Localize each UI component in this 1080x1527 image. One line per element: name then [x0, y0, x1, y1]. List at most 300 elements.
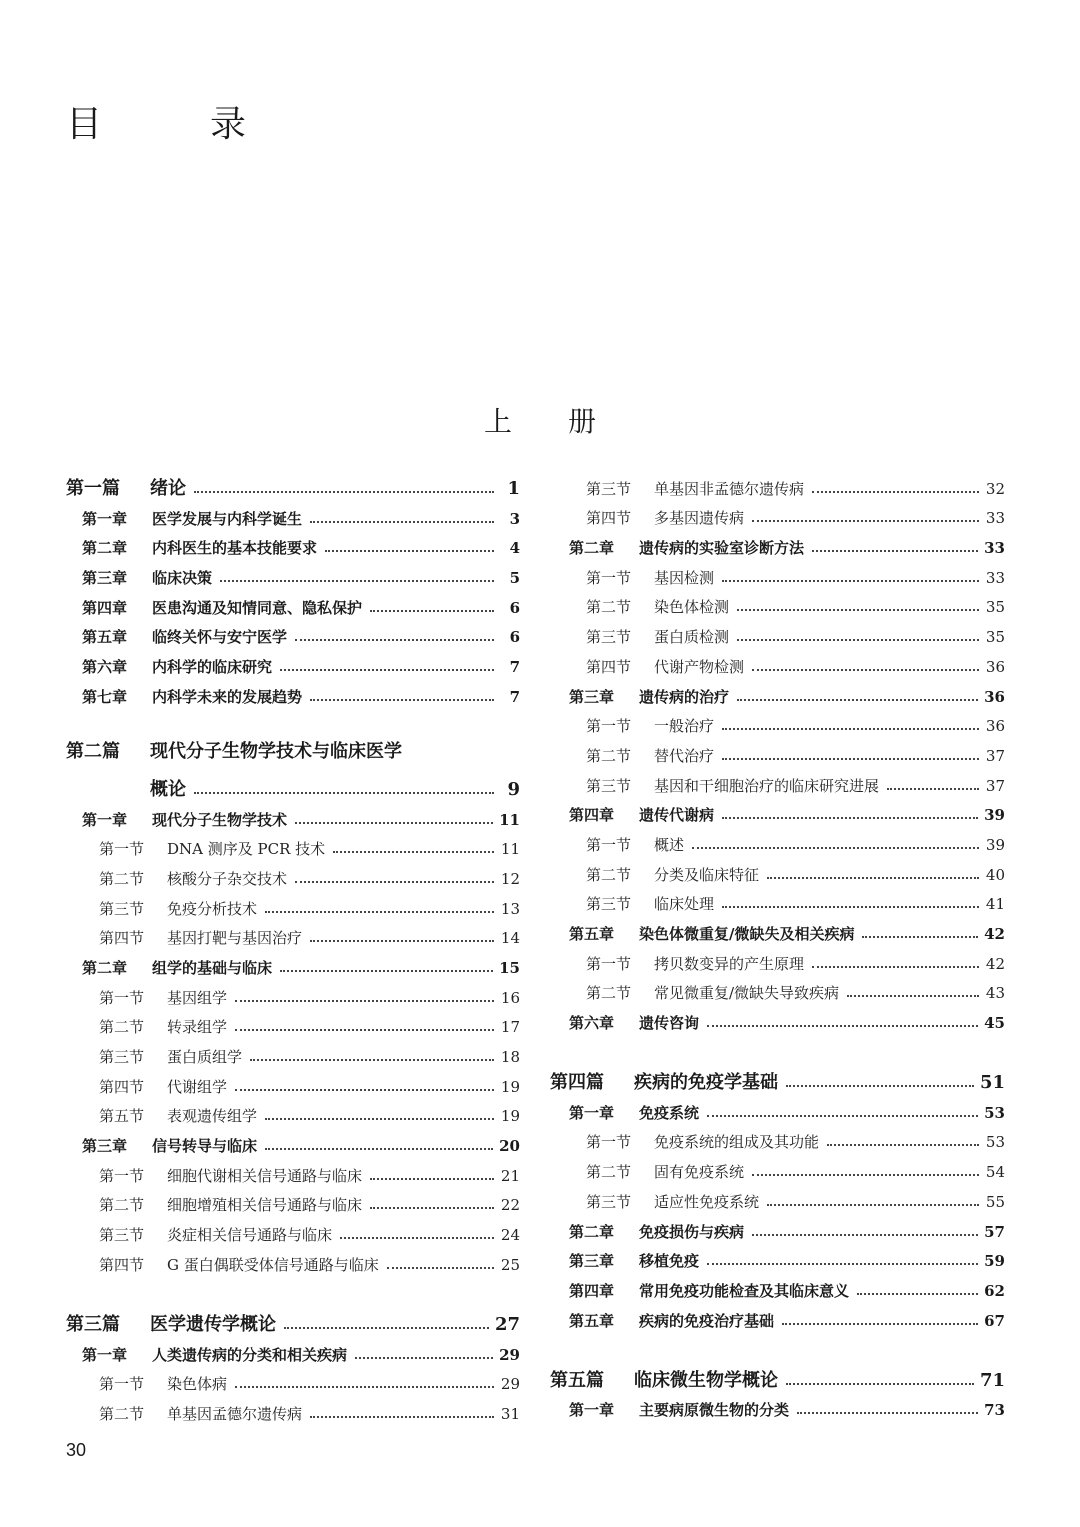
toc-entry-chapter[interactable] [66, 556, 520, 586]
toc-page-number: 22 [500, 1196, 520, 1215]
toc-label: 第三节 [586, 895, 632, 914]
toc-leader-dots [722, 906, 979, 908]
toc-label: 第二节 [99, 1404, 145, 1423]
toc-leader-dots [752, 520, 979, 522]
toc-title: 染色体病 [167, 1375, 228, 1394]
toc-label: 第三节 [586, 1192, 632, 1211]
toc-title: 免疫分析技术 [167, 899, 258, 918]
toc-label: 第三节 [586, 479, 632, 498]
toc-title: 临床处理 [654, 895, 715, 914]
toc-page-number: 11 [499, 810, 520, 829]
toc-leader-dots [707, 1115, 978, 1117]
toc-title: 核酸分子杂交技术 [167, 869, 288, 888]
toc-label: 第二篇 [66, 740, 120, 762]
toc-entry-section[interactable] [550, 586, 1005, 616]
toc-page-number: 40 [985, 865, 1005, 884]
toc-leader-dots [786, 1085, 974, 1087]
toc-entry-section[interactable] [66, 917, 520, 947]
toc-label: 第二节 [99, 1018, 145, 1037]
toc-leader-dots [310, 940, 494, 942]
toc-page-number: 36 [984, 687, 1005, 706]
toc-title: 遗传病的治疗 [639, 687, 730, 706]
toc-title: 临床决策 [152, 569, 213, 588]
toc-page-number: 51 [979, 1072, 1005, 1094]
toc-entry-chapter[interactable] [66, 645, 520, 675]
toc-block [66, 467, 520, 705]
toc-page-number: 71 [979, 1369, 1005, 1391]
toc-entry-section[interactable] [550, 853, 1005, 883]
toc-leader-dots [235, 1000, 494, 1002]
toc-entry-section[interactable] [66, 1392, 520, 1422]
toc-page-number: 15 [499, 958, 520, 977]
toc-page-number: 24 [500, 1226, 520, 1245]
toc-leader-dots [265, 1118, 494, 1120]
toc-entry-section[interactable] [66, 1095, 520, 1125]
toc-page-number: 17 [500, 1018, 520, 1037]
toc-leader-dots [767, 1204, 979, 1206]
toc-entry-chapter[interactable] [66, 675, 520, 705]
toc-leader-dots [333, 851, 494, 853]
toc-title: 代谢产物检测 [654, 657, 745, 676]
toc-title: 信号转导与临床 [152, 1137, 258, 1156]
toc-page-number: 12 [500, 869, 520, 888]
toc-entry-section[interactable] [550, 1150, 1005, 1180]
toc-entry-section[interactable] [550, 497, 1005, 527]
toc-page-number: 55 [985, 1192, 1005, 1211]
toc-leader-dots [235, 1029, 494, 1031]
toc-part-two[interactable] [66, 735, 520, 798]
toc-leader-dots [265, 1148, 493, 1150]
toc-title: 移植免疫 [639, 1252, 700, 1271]
toc-leader-dots [340, 1237, 494, 1239]
toc-label: 第二章 [569, 1222, 615, 1241]
toc-title: 细胞增殖相关信号通路与临床 [167, 1196, 363, 1215]
toc-entry-section[interactable] [550, 1180, 1005, 1210]
toc-page-number: 3 [509, 509, 520, 528]
toc-title: 适应性免疫系统 [654, 1192, 760, 1211]
toc-entry-chapter[interactable] [66, 497, 520, 527]
toc-page-number: 20 [499, 1137, 520, 1156]
toc-entry-chapter[interactable] [550, 675, 1005, 705]
toc-entry-part[interactable] [550, 1359, 1005, 1389]
toc-leader-dots [370, 1178, 494, 1180]
toc-leader-dots [265, 911, 494, 913]
toc-title: 拷贝数变异的产生原理 [654, 954, 805, 973]
toc-page-number: 59 [984, 1252, 1005, 1271]
toc-leader-dots [355, 1357, 493, 1359]
toc-title: 医学遗传学概论 [150, 1313, 276, 1335]
toc-leader-dots [737, 609, 979, 611]
toc-label: 第二节 [586, 598, 632, 617]
toc-page-number: 57 [984, 1222, 1005, 1241]
toc-title: 转录组学 [167, 1018, 228, 1037]
toc-label: 第三节 [586, 776, 632, 795]
toc-leader-dots [235, 1089, 494, 1091]
toc-leader-dots [194, 491, 494, 493]
toc-entry-section[interactable] [550, 942, 1005, 972]
toc-label: 第四章 [82, 598, 128, 617]
toc-label: 第一章 [82, 509, 128, 528]
toc-title: 疾病的免疫学基础 [634, 1072, 778, 1094]
toc-label: 第四节 [99, 929, 145, 948]
toc-leader-dots [250, 1059, 494, 1061]
toc-leader-dots [722, 728, 979, 730]
toc-title: 代谢组学 [167, 1077, 228, 1096]
toc-page-number: 11 [500, 840, 520, 859]
toc-title: 固有免疫系统 [654, 1163, 745, 1182]
toc-page-number: 6 [509, 628, 520, 647]
toc-entry-section[interactable] [550, 823, 1005, 853]
toc-gap [550, 1329, 1005, 1359]
toc-title: 免疫系统 [639, 1103, 700, 1122]
toc-label: 第一节 [586, 835, 632, 854]
toc-leader-dots [310, 699, 494, 701]
volume-title: 上 册 [483, 405, 596, 438]
toc-title: 细胞代谢相关信号通路与临床 [167, 1166, 363, 1185]
toc-label: 第三节 [99, 899, 145, 918]
toc-entry-chapter[interactable] [66, 586, 520, 616]
toc-block [550, 1061, 1005, 1329]
toc-page-number: 18 [500, 1048, 520, 1066]
toc-title: 炎症相关信号通路与临床 [167, 1226, 333, 1245]
toc-title: 遗传病的实验室诊断方法 [639, 539, 805, 558]
toc-leader-dots [310, 521, 494, 523]
toc-leader-dots [722, 817, 978, 819]
toc-leader-dots [220, 580, 494, 582]
toc-entry-chapter[interactable] [550, 1269, 1005, 1299]
toc-leader-dots [235, 1386, 494, 1388]
toc-entry-section[interactable] [550, 556, 1005, 586]
toc-title: 表观遗传组学 [167, 1107, 258, 1126]
toc-label: 第四篇 [550, 1072, 604, 1094]
toc-title: 基因和干细胞治疗的临床研究进展 [654, 776, 880, 795]
toc-title: 绪论 [150, 478, 186, 499]
toc-title: 医患沟通及知情同意、隐私保护 [152, 598, 363, 617]
toc-page-number: 16 [500, 988, 520, 1007]
toc-title: 蛋白质组学 [167, 1048, 243, 1066]
toc-leader-dots [767, 877, 979, 879]
toc-page-number: 4 [509, 539, 520, 558]
toc-label: 第一节 [99, 988, 145, 1007]
toc-title: 临终关怀与安宁医学 [152, 628, 288, 647]
toc-entry-section[interactable] [66, 857, 520, 887]
toc-leader-dots [797, 1412, 978, 1414]
toc-page-number: 39 [984, 806, 1005, 825]
toc-title: 医学发展与内科学诞生 [152, 509, 303, 528]
toc-label: 第三章 [82, 1137, 128, 1156]
toc-entry-section[interactable] [550, 467, 1005, 497]
toc-title: 现代分子生物学技术 [152, 810, 288, 829]
toc-entry-section[interactable] [66, 1154, 520, 1184]
toc-entry-section[interactable] [66, 976, 520, 1006]
toc-title: 人类遗传病的分类和相关疾病 [152, 1345, 348, 1364]
toc-entry-chapter[interactable] [66, 798, 520, 828]
toc-label: 第六章 [82, 658, 128, 677]
toc-label: 第二节 [99, 869, 145, 888]
toc-entry-section[interactable] [66, 887, 520, 917]
toc-title: G 蛋白偶联受体信号通路与临床 [167, 1255, 379, 1274]
toc-page-number: 54 [985, 1163, 1005, 1182]
toc-page-number: 29 [500, 1375, 520, 1394]
toc-page-number: 31 [500, 1404, 520, 1423]
toc-leader-dots [862, 936, 978, 938]
toc-title: 基因打靶与基因治疗 [167, 929, 303, 948]
toc-label: 第二节 [586, 1163, 632, 1182]
toc-entry-chapter[interactable] [66, 946, 520, 976]
toc-gap [66, 1273, 520, 1303]
toc-leader-dots [295, 822, 493, 824]
toc-label: 第四章 [569, 806, 615, 825]
toc-leader-dots [295, 881, 494, 883]
toc-leader-dots [812, 491, 979, 493]
toc-label: 第一节 [586, 717, 632, 736]
toc-title: 单基因孟德尔遗传病 [167, 1404, 303, 1423]
toc-entry-part[interactable] [66, 1303, 520, 1333]
toc-label: 第一节 [99, 1375, 145, 1394]
toc-page-number: 62 [984, 1281, 1005, 1300]
toc-page-number: 53 [985, 1133, 1005, 1152]
toc-page-number: 42 [985, 954, 1005, 973]
toc-page-number: 33 [985, 568, 1005, 587]
toc-label: 第一节 [99, 840, 145, 859]
toc-label: 第六章 [569, 1014, 615, 1033]
toc-block [66, 1303, 520, 1422]
toc-page-number: 33 [984, 539, 1005, 558]
toc-entry-part[interactable] [550, 1061, 1005, 1094]
toc-entry-chapter[interactable] [550, 1210, 1005, 1240]
toc-entry-section[interactable] [66, 1065, 520, 1095]
toc-entry-section[interactable] [66, 1363, 520, 1393]
toc-entry-chapter[interactable] [550, 1240, 1005, 1270]
toc-leader-dots [370, 610, 494, 612]
toc-label: 第三章 [82, 569, 128, 588]
toc-leader-dots [737, 639, 979, 641]
toc-title: 替代治疗 [654, 746, 715, 765]
toc-entry-chapter[interactable] [550, 1001, 1005, 1031]
toc-entry-part[interactable] [66, 467, 520, 497]
toc-entry-chapter[interactable] [550, 794, 1005, 824]
toc-leader-dots [707, 1025, 978, 1027]
toc-leader-dots [194, 792, 494, 794]
toc-leader-dots [827, 1144, 979, 1146]
toc-leader-dots [752, 1174, 979, 1176]
toc-label: 第二节 [586, 746, 632, 765]
toc-title: 内科学的临床研究 [152, 658, 273, 677]
page-number: 30 [66, 1440, 87, 1460]
toc-page-number: 41 [985, 895, 1005, 914]
toc-page-number: 33 [985, 509, 1005, 528]
toc-label: 第二节 [586, 865, 632, 884]
toc-page-number: 27 [494, 1313, 520, 1335]
toc-label: 第三章 [569, 1252, 615, 1271]
toc-leader-dots [280, 669, 494, 671]
toc-page-number: 36 [985, 657, 1005, 676]
toc-leader-dots [692, 847, 979, 849]
toc-entry-section[interactable] [550, 705, 1005, 735]
toc-entry-section[interactable] [66, 1213, 520, 1243]
toc-label: 第四节 [586, 509, 632, 528]
toc-label: 第五章 [569, 925, 615, 943]
toc-title: DNA 测序及 PCR 技术 [167, 840, 326, 859]
toc-label: 第三章 [569, 687, 615, 706]
toc-label: 第五节 [99, 1107, 145, 1126]
toc-title: 单基因非孟德尔遗传病 [654, 479, 805, 498]
toc-entry-chapter[interactable] [66, 527, 520, 557]
toc-page-number: 25 [500, 1255, 520, 1274]
toc-leader-dots [370, 1207, 494, 1209]
toc-label: 第二章 [82, 539, 128, 558]
toc-leader-dots [325, 550, 494, 552]
toc-leader-dots [782, 1323, 978, 1325]
toc-leader-dots [752, 669, 979, 671]
toc-entry-section[interactable] [66, 1035, 520, 1065]
page-heading: 目 录 [66, 104, 247, 145]
toc-leader-dots [280, 970, 493, 972]
toc-page-number: 39 [985, 835, 1005, 854]
toc-entry-chapter[interactable] [550, 1299, 1005, 1329]
toc-entry-chapter[interactable] [66, 1333, 520, 1363]
toc-title: 组学的基础与临床 [152, 958, 273, 977]
toc-gap [550, 1031, 1005, 1061]
toc-leader-dots [847, 995, 979, 997]
toc-page-number: 9 [507, 778, 520, 800]
toc-title: 概述 [654, 835, 685, 854]
toc-title: 概论 [150, 778, 186, 800]
toc-entry-section[interactable] [550, 734, 1005, 764]
toc-title: 多基因遗传病 [654, 509, 745, 528]
toc-label: 第四章 [569, 1281, 615, 1300]
toc-page-number: 6 [509, 598, 520, 617]
toc-entry-chapter[interactable] [550, 912, 1005, 942]
toc-label: 第一章 [569, 1401, 615, 1420]
toc-title: 现代分子生物学技术与临床医学 [150, 740, 402, 762]
toc-entry-section[interactable] [66, 828, 520, 858]
toc-page-number: 21 [500, 1166, 520, 1185]
toc-leader-dots [284, 1327, 489, 1329]
toc-title: 常用免疫功能检查及其临床意义 [639, 1281, 850, 1300]
toc-leader-dots [857, 1293, 978, 1295]
toc-page-number: 36 [985, 717, 1005, 736]
toc-entry-chapter[interactable] [66, 616, 520, 646]
toc-leader-dots [722, 580, 979, 582]
toc-leader-dots [812, 550, 978, 552]
toc-entry-section[interactable] [550, 883, 1005, 913]
toc-label: 第一节 [586, 568, 632, 587]
toc-block [550, 467, 1005, 1031]
toc-left-column [66, 467, 520, 1422]
toc-label: 第七章 [82, 687, 128, 706]
toc-title: 基因组学 [167, 988, 228, 1007]
toc-label: 第二节 [586, 984, 632, 1003]
toc-entry-section[interactable] [66, 1184, 520, 1214]
toc-page-number: 13 [500, 899, 520, 918]
toc-title: 主要病原微生物的分类 [639, 1401, 790, 1420]
toc-right-column [550, 467, 1005, 1418]
toc-title: 内科医生的基本技能要求 [152, 539, 318, 558]
toc-leader-dots [295, 639, 494, 641]
toc-leader-dots [387, 1267, 494, 1269]
toc-page-number: 35 [985, 628, 1005, 647]
toc-block [550, 1359, 1005, 1419]
toc-page-number: 37 [985, 776, 1005, 795]
toc-page-number: 29 [499, 1345, 520, 1364]
toc-label: 第一章 [82, 1345, 128, 1364]
toc-title: 疾病的免疫治疗基础 [639, 1311, 775, 1330]
toc-label: 第四节 [586, 657, 632, 676]
toc-entry-section[interactable] [550, 972, 1005, 1002]
toc-page-number: 19 [500, 1107, 520, 1126]
toc-page-number: 5 [509, 569, 520, 588]
toc-entry-section[interactable] [66, 1243, 520, 1273]
toc-page-number: 53 [984, 1103, 1005, 1122]
toc-page-number: 35 [985, 598, 1005, 617]
toc-title: 遗传代谢病 [639, 806, 715, 825]
toc-leader-dots [887, 788, 979, 790]
toc-leader-dots [310, 1416, 494, 1418]
toc-title: 免疫系统的组成及其功能 [654, 1133, 820, 1152]
toc-leader-dots [707, 1263, 978, 1265]
toc-entry-chapter[interactable] [66, 1124, 520, 1154]
toc-title: 分类及临床特征 [654, 865, 760, 884]
toc-title: 免疫损伤与疾病 [639, 1222, 745, 1241]
toc-title: 内科学未来的发展趋势 [152, 687, 303, 706]
toc-label: 第三节 [99, 1226, 145, 1245]
toc-entry-chapter[interactable] [550, 1389, 1005, 1419]
toc-leader-dots [752, 1234, 978, 1236]
toc-entry-section[interactable] [550, 764, 1005, 794]
toc-title: 染色体检测 [654, 598, 730, 617]
toc-entry-chapter[interactable] [550, 1091, 1005, 1121]
toc-label: 第五篇 [550, 1369, 604, 1391]
toc-page-number: 73 [984, 1401, 1005, 1420]
toc-label: 第一篇 [66, 478, 120, 499]
toc-page-number: 7 [509, 658, 520, 677]
toc-label: 第四节 [99, 1077, 145, 1096]
toc-page-number: 7 [509, 687, 520, 706]
toc-label: 第一节 [99, 1166, 145, 1185]
toc-entry-section[interactable] [550, 1121, 1005, 1151]
toc-label: 第一节 [586, 1133, 632, 1152]
toc-page-number: 45 [984, 1014, 1005, 1033]
toc-label: 第五章 [569, 1311, 615, 1330]
toc-entry-section[interactable] [550, 615, 1005, 645]
toc-label: 第二章 [82, 958, 128, 977]
toc-label: 第四节 [99, 1255, 145, 1274]
toc-title: 常见微重复/微缺失导致疾病 [654, 984, 840, 1003]
toc-leader-dots [786, 1383, 974, 1385]
toc-title: 临床微生物学概论 [634, 1369, 778, 1391]
toc-entry-section[interactable] [550, 645, 1005, 675]
toc-label: 第一章 [569, 1103, 615, 1122]
toc-leader-dots [812, 966, 979, 968]
toc-title: 遗传咨询 [639, 1014, 700, 1033]
toc-page-number: 67 [984, 1311, 1005, 1330]
toc-entry-section[interactable] [66, 1006, 520, 1036]
toc-label: 第三节 [586, 628, 632, 647]
toc-page-number: 32 [985, 479, 1005, 498]
toc-page-number: 1 [507, 478, 520, 499]
toc-label: 第一章 [82, 810, 128, 829]
toc-gap [66, 705, 520, 735]
toc-title: 基因检测 [654, 568, 715, 587]
toc-label: 第二章 [569, 539, 615, 558]
toc-label: 第三篇 [66, 1313, 120, 1335]
toc-block [66, 798, 520, 1273]
toc-page-number: 42 [984, 925, 1005, 943]
toc-page-number: 43 [985, 984, 1005, 1003]
toc-leader-dots [722, 758, 979, 760]
toc-entry-chapter[interactable] [550, 526, 1005, 556]
